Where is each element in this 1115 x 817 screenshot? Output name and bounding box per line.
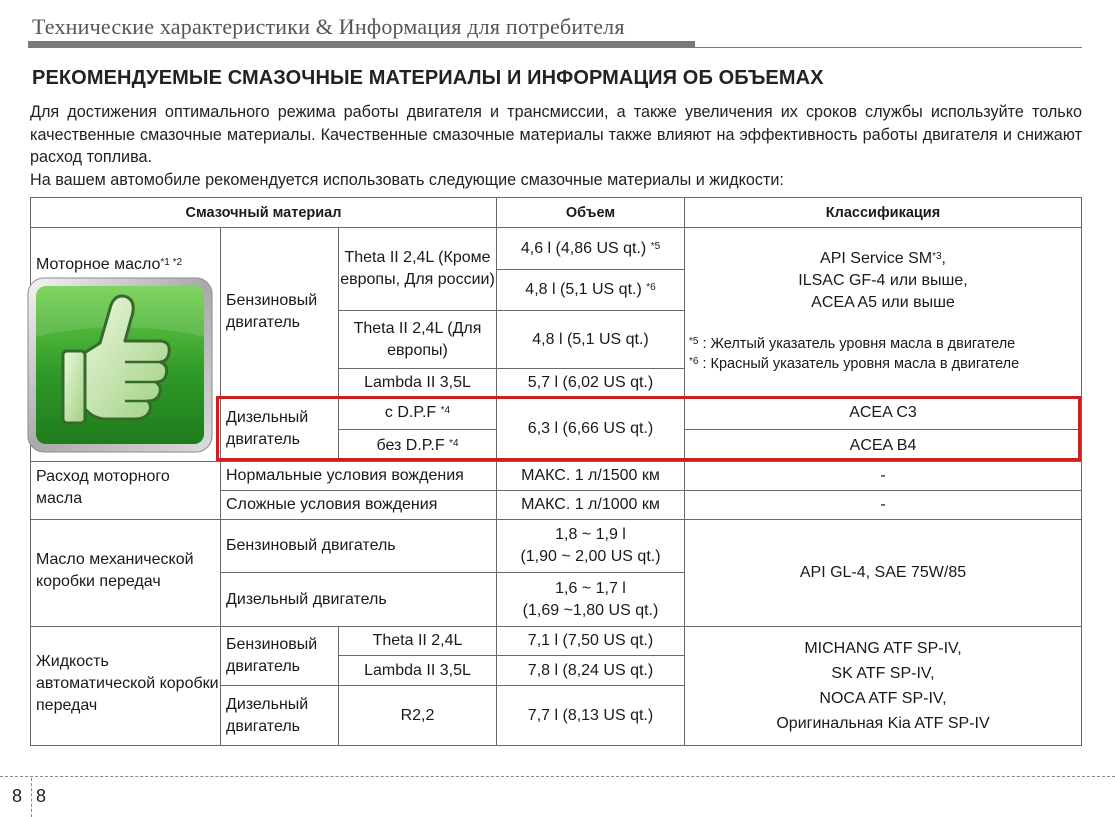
footer-rule [0, 776, 1115, 777]
page-number: 8 [36, 786, 47, 806]
theta-non-eu-cell: Theta II 2,4L (Кроме европы, Для россии) [338, 227, 497, 311]
auto-gasoline-cell: Бензиновый двигатель [220, 626, 339, 686]
lambda-volume: 5,7 l (6,02 US qt.) [496, 368, 685, 397]
hard-conditions-value: МАКС. 1 л/1000 км [496, 490, 685, 520]
lambda-cell: Lambda II 3,5L [338, 368, 497, 397]
normal-conditions-cell: Нормальные условия вождения [220, 461, 497, 491]
normal-conditions-class: - [684, 461, 1082, 491]
theta-eu-volume: 4,8 l (5,1 US qt.) [496, 310, 685, 369]
manual-trans-classification: API GL-4, SAE 75W/85 [684, 519, 1082, 627]
page-number-section: 8 [12, 786, 23, 806]
volume-notes [685, 334, 1081, 374]
diesel-class-without-dpf: ACEA B4 [684, 429, 1082, 462]
theta-non-eu-volume-2: 4,8 l (5,1 US qt.) $^{*6}$ [496, 269, 685, 311]
auto-lambda-cell: Lambda II 3,5L [338, 655, 497, 686]
auto-theta-volume: 7,1 l (7,50 US qt.) [496, 626, 685, 656]
engine-oil-label: Моторное масло$^{*1 *2}$ [36, 256, 183, 273]
manual-diesel-volume: 1,6 ~ 1,7 l (1,69 ~1,80 US qt.) [496, 572, 685, 627]
page-header-title: Технические характеристики & Информация для потребителя [32, 14, 625, 39]
header-classification: Классификация [684, 197, 1082, 228]
intro-paragraph: Для достижения оптимального режима работы двигателя и трансмиссии, а также увеличения их сроков службы используйте только качественные смазочные материалы. Качественные смазочные материалы также влияют на эффективность работы двигателя и снижают расход топлива. [30, 103, 1082, 166]
auto-trans-cell: Жидкость автоматической коробки передач [30, 626, 221, 746]
footer-divider [31, 778, 32, 817]
auto-trans-classification: MICHANG ATF SP-IV, SK ATF SP-IV, NOCA ATF SP-IV, Оригинальная Kia ATF SP-IV [684, 626, 1082, 746]
auto-theta-cell: Theta II 2,4L [338, 626, 497, 656]
note-yellow-dipstick: $^{*5}$ : Желтый указатель уровня масла в двигателе [689, 336, 1016, 352]
header-volume: Объем [496, 197, 685, 228]
gasoline-classification-cell [684, 227, 1082, 397]
manual-diesel-cell: Дизельный двигатель [220, 572, 497, 627]
auto-diesel-cell: Дизельный двигатель [220, 685, 339, 746]
diesel-engine-cell: Дизельный двигатель [220, 396, 339, 462]
auto-r22-volume: 7,7 l (8,13 US qt.) [496, 685, 685, 746]
oil-consumption-cell: Расход моторного масла [30, 461, 221, 520]
hard-conditions-cell: Сложные условия вождения [220, 490, 497, 520]
manual-gasoline-volume: 1,8 ~ 1,9 l (1,90 ~ 2,00 US qt.) [496, 519, 685, 573]
theta-eu-cell: Theta II 2,4L (Для европы) [338, 310, 497, 369]
diesel-class-with-dpf: ACEA C3 [684, 396, 1082, 430]
hard-conditions-class: - [684, 490, 1082, 520]
header-bar [28, 41, 695, 48]
auto-r22-cell: R2,2 [338, 685, 497, 746]
section-title: РЕКОМЕНДУЕМЫЕ СМАЗОЧНЫЕ МАТЕРИАЛЫ И ИНФОРМАЦИЯ ОБ ОБЪЕМАХ [32, 67, 824, 89]
gasoline-classification-text: API Service SM$^{*3}$, ILSAC GF-4 или выше, ACEA A5 или выше [798, 250, 968, 311]
with-dpf-cell: с D.P.F $^{*4}$ [338, 396, 497, 430]
without-dpf-cell: без D.P.F $^{*4}$ [338, 429, 497, 462]
diesel-volume: 6,3 l (6,66 US qt.) [496, 396, 685, 462]
theta-non-eu-volume-1: 4,6 l (4,86 US qt.) $^{*5}$ [496, 227, 685, 270]
auto-lambda-volume: 7,8 l (8,24 US qt.) [496, 655, 685, 686]
normal-conditions-value: МАКС. 1 л/1500 км [496, 461, 685, 491]
gasoline-engine-cell: Бензиновый двигатель [220, 227, 339, 397]
intro-lead: На вашем автомобиле рекомендуется использовать следующие смазочные материалы и жидкости: [30, 171, 784, 189]
header-lubricant: Смазочный материал [30, 197, 497, 228]
note-red-dipstick: $^{*6}$ : Красный указатель уровня масла в двигателе [689, 356, 1020, 372]
header-rule [695, 47, 1082, 48]
manual-gasoline-cell: Бензиновый двигатель [220, 519, 497, 573]
thumbs-up-icon [27, 277, 213, 453]
manual-trans-cell: Масло механической коробки передач [30, 519, 221, 627]
